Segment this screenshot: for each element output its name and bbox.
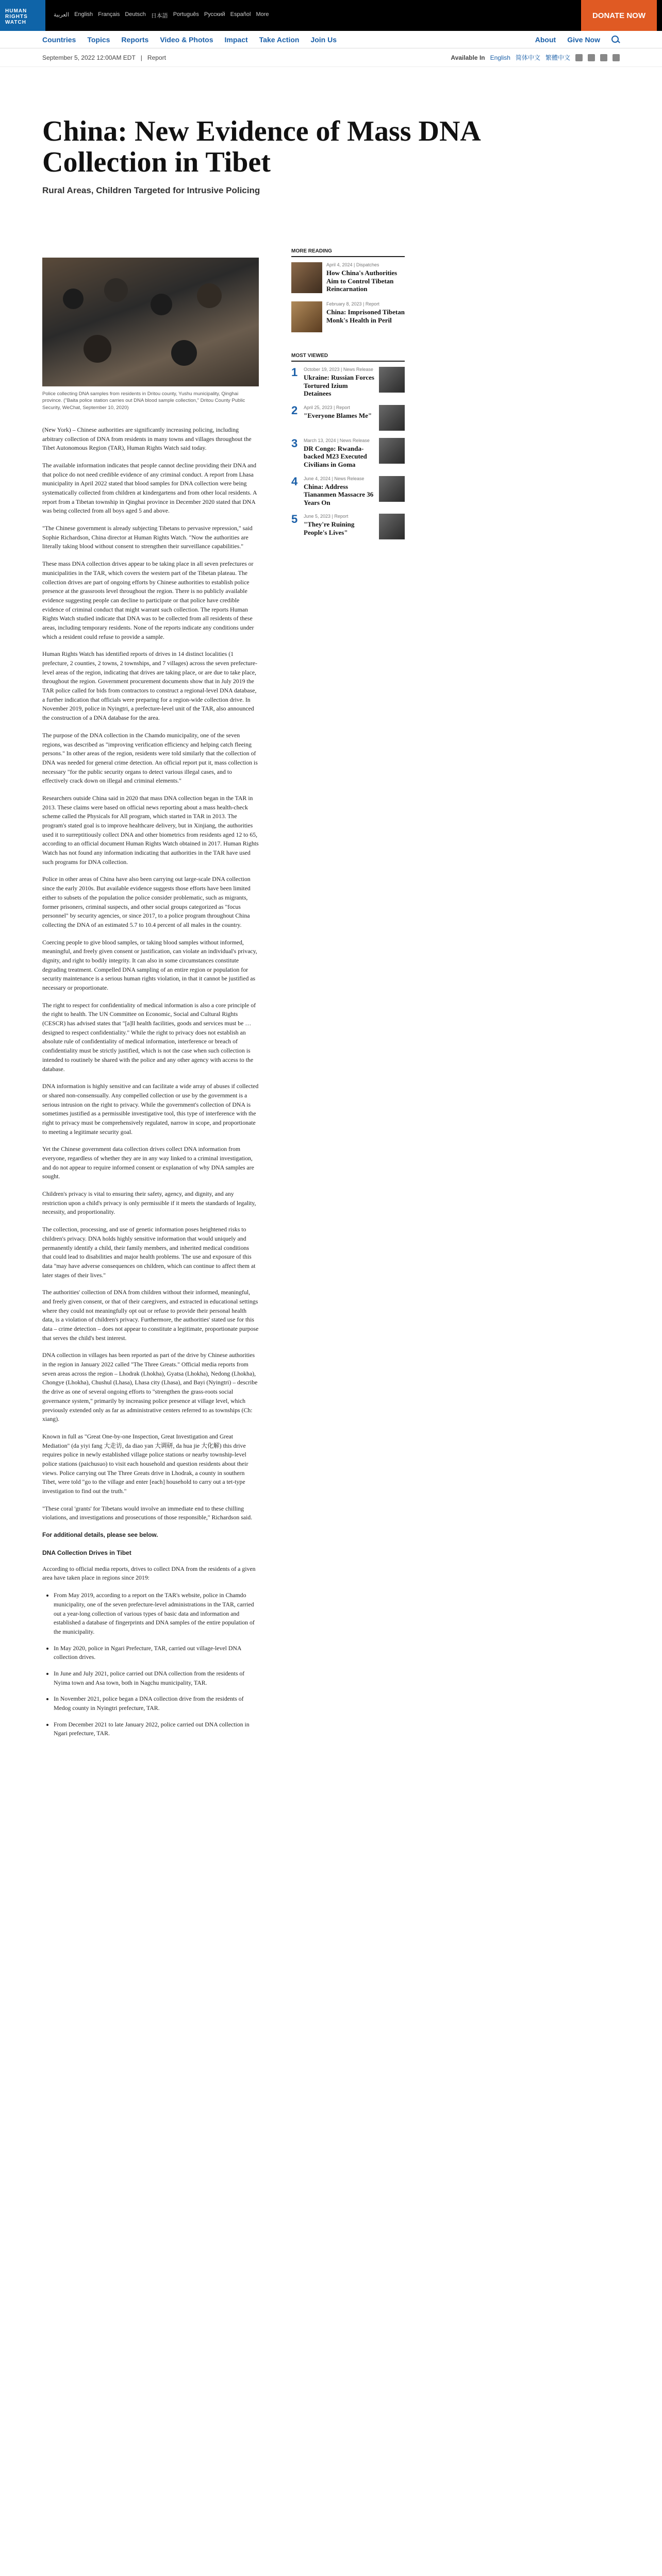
list-item: • From May 2019, according to a report on the TAR's website, police in Chamdo municipality, one of the seven prefecture-level administrations in the TAR, carried out a year-long collection of various types of basic data and information and established a database of fingerprints and DNA samples of the entire population of the municipality. [54,1591,259,1636]
share-twitter-icon[interactable] [588,54,595,61]
lang-link[interactable]: English [74,11,93,18]
paragraph: Known in full as "Great One-by-one Inspection, Great Investigation and Great Mediation" (da yiyi fang 大走访, da diao yan 大调研, da hua jie 大化解) this drive requires police in newly established village police stations or nearby township-level police stations (paichusuo) to visit each household and question residents about their views. Police carrying out The Three Greats drive in Lhodrak, a county in southern Tibet, were told "go to the village and enter [each] household to carry out a tet-type investigation to find out the truth." [42,1432,249,1495]
paragraph: These mass DNA collection drives appear to be taking place in all seven prefectures or municipalities in the TAR, which covers the western part of the Tibetan plateau. The collection drives are part of ongoing efforts by Chinese authorities to establish police presence at the grassroots level throughout the region. There is no publicly available evidence suggesting people can decline to participate or that police have credible evidence of criminal conduct that might warrant such collection. The reports Human Rights Watch studied indicate that DNA was to be collected from all residents of these areas, including temporary residents. None of the reports indicate any conditions under which a resident could refuse to provide a sample. [42,560,254,640]
list-item: • In May 2020, police in Ngari Prefecture, TAR, carried out village-level DNA collection drives. [54,1644,259,1662]
share-facebook-icon[interactable] [600,54,607,61]
lang-option-traditional-chinese[interactable]: 繁體中文 [545,54,570,61]
main-nav [0,31,662,48]
photo-caption: Police collecting DNA samples from residents in Dritou county, Yushu municipality, Qinghai province. ("Baita police station carries out DNA blood sample collection," Dritou County Public Security, WeChat, September 10, 2020) [42,391,245,411]
most-viewed-item[interactable]: 3 March 13, 2024 | News Release DR Congo: Rwanda-backed M23 Executed Civilians in Goma [291,438,405,469]
thumbnail [379,514,405,539]
most-viewed-item[interactable]: 4 June 4, 2024 | News Release China: Address Tiananmen Massacre 36 Years On [291,476,405,507]
share-more-icon[interactable] [613,54,620,61]
publish-date: September 5, 2022 12:00AM EDT [42,54,136,61]
lang-link[interactable]: Русский [204,11,225,18]
nav-join-us[interactable]: Join Us [310,35,337,44]
paragraph: The right to respect for confidentiality of medical information is also a core principle of the right to health. The UN Committee on Economic, Social and Cultural Rights (CESCR) has advised states that "[a]ll health facilities, goods and services must be … designed to respect confidentiality." While the right to privacy does not establish an absolute rule of confidentiality of medical information, interference or breach of confidentiality must be strictly justified, which is not the case when such collection is intended to routinely be shared with the police and any other agency with access to the database. [42,1001,256,1073]
paragraph: The purpose of the DNA collection in the Chamdo municipality, one of the seven regions, was described as "improving verification efficiency and helping catch fleeing persons." In other areas of the region, residents were told similarly that the collection of DNA was needed for general crime detection. An official report put it, mass collection is necessary "for the public security organs to detect various illegal cases, and to effectively crack down on illegal and criminal elements." [42,731,258,785]
content-type: Report [147,54,166,61]
share-email-icon[interactable] [575,54,583,61]
paragraph: The available information indicates that people cannot decline providing their DNA and that police do not need credible evidence of any criminal conduct. A report from Lhasa municipality in April 2022 stated that blood samples for DNA collection were being systematically collected from children at kindergartens and from other local residents. A report from a Tibetan township in Qinghai province in December 2020 stated that DNA was being collected from all boys aged 5 and above. [42,461,257,515]
most-viewed-item[interactable]: 5 June 5, 2023 | Report "They're Ruining People's Lives" [291,514,405,539]
section-heading: DNA Collection Drives in Tibet [42,1549,131,1556]
most-viewed-item[interactable]: 2 April 25, 2023 | Report "Everyone Blames Me" [291,405,405,431]
lang-option-english[interactable]: English [490,54,510,61]
drives-list [54,1591,259,1738]
paragraph: "The Chinese government is already subjecting Tibetans to pervasive repression," said Sophie Richardson, China director at Human Rights Watch. "Now the authorities are literally taking blood without consent to strengthen their surveillance capabilities." [42,524,253,550]
article-body [42,426,259,1738]
nav-video-photos[interactable]: Video & Photos [160,35,213,44]
article-column [42,258,259,1745]
lang-link[interactable]: Français [98,11,120,18]
search-icon[interactable] [611,36,620,44]
most-viewed-item[interactable]: 1 October 19, 2023 | News Release Ukraine: Russian Forces Tortured Izium Detainees [291,367,405,398]
lang-link[interactable]: Español [230,11,251,18]
nav-impact[interactable]: Impact [224,35,248,44]
lang-link[interactable]: العربية [54,12,70,18]
list-item: • From December 2021 to late January 2022, police carried out DNA collection in Ngari prefecture, TAR. [54,1720,259,1738]
donate-button[interactable]: DONATE NOW [581,0,657,31]
most-viewed-heading: MOST VIEWED [291,353,405,362]
paragraph: Coercing people to give blood samples, or taking blood samples without informed, meaningful, and freely given consent or justification, can violate an individual's privacy, dignity, and right to bodily integrity. It can also in some circumstances constitute degrading treatment. Compelled DNA sampling of an entire region or population for security maintenance is a serious human rights violation, in that it cannot be justified as necessary or proportionate. [42,938,257,992]
list-item: • In November 2021, police began a DNA collection drive from the residents of Medog county in Nyingtri prefecture, TAR. [54,1694,259,1713]
thumbnail [379,476,405,502]
language-links [54,11,581,20]
nav-take-action[interactable]: Take Action [259,35,300,44]
additional-details: For additional details, please see below. [42,1531,158,1539]
paragraph: (New York) – Chinese authorities are significantly increasing policing, including arbitrary collection of DNA from residents in many towns and villages throughout the Tibet Autonomous Region (TAR), Human Rights Watch said today. [42,426,252,452]
lang-link[interactable]: Deutsch [125,11,146,18]
paragraph: DNA collection in villages has been reported as part of the drive by Chinese authorities in the region in January 2022 called "The Three Greats." Official media reports from seven areas across the region – Lhodrak (Lhokha), Gyatsa (Lhokha), Nedong (Lhokha), Chongye (Lhokha), Chushul (Lhasa), Lhasa city (Lhasa), and Bayi (Nyingtri) – describe the drive as one of several ongoing efforts to "strengthen the grass-roots social governance system," primarily by increasing police presence at village level, which previously extended only as far as administrative centers referred to as townships (Ch: xiang). [42,1351,258,1423]
thumbnail [379,367,405,393]
lang-link[interactable]: More [256,11,269,18]
thumbnail [379,438,405,464]
article-photo [42,258,259,386]
paragraph: Researchers outside China said in 2020 that mass DNA collection began in the TAR in 2013. These claims were based on official news reporting about a mass health-check scheme called the Physicals for All program, which started in TAR in 2013. The program's stated goal is to improve healthcare delivery, but in Xinjiang, the authorities used it to surreptitiously collect DNA and other biometrics from residents aged 12 to 65, according to an official document Human Rights Watch obtained in 2017. Human Rights Watch has not found any information indicating that authorities in the TAR have used such programs for DNA collection. [42,794,259,866]
paragraph: According to official media reports, drives to collect DNA from the residents of a given area have taken place in regions since 2019: [42,1565,256,1582]
nav-topics[interactable]: Topics [87,35,110,44]
top-bar [0,0,662,31]
available-in-label: Available In [451,54,485,61]
list-item: • In June and July 2021, police carried out DNA collection from the residents of Nyima town and Asa town, both in Nagchu municipality, TAR. [54,1669,259,1687]
page-subtitle: Rural Areas, Children Targeted for Intrusive Policing [42,185,260,195]
paragraph: The authorities' collection of DNA from children without their informed, meaningful, and freely given consent, or that of their caregivers, and extracted in educational settings where they could not meaningfully opt out or refuse to provide their personal health data, is a violation of children's privacy. Furthermore, the authorities' stated use for this data – crime detection – does not appear to constitute a legitimate, proportionate purpose that serves the child's best interest. [42,1289,259,1342]
more-reading-item[interactable]: April 4, 2024 | Dispatches How China's Authorities Aim to Control Tibetan Reincarnation [291,262,405,293]
thumbnail [291,262,322,293]
nav-about[interactable]: About [535,35,556,44]
paragraph: Human Rights Watch has identified reports of drives in 14 distinct localities (1 prefecture, 2 counties, 2 towns, 2 townships, and 7 villages) across the seven prefecture-level areas of the region, indicating that drives are taking place, or are due to take place, throughout the region. Government procurement documents show that in July 2019 the TAR police called for bids from contractors to construct a regional-level DNA database, a further indication that officials were preparing for a region-wide collection drive. In November 2019, police in Nyingtri, a prefecture-level unit of the TAR, also announced the construction of a DNA database for the area. [42,650,258,722]
paragraph: Police in other areas of China have also been carrying out large-scale DNA collection since the early 2010s. But available evidence suggests those efforts have been limited either to subsets of the population the police consider problematic, such as migrants, former prisoners, criminal suspects, and other social groups categorized as "focus personnel" by security agencies, or since 2017, to a police program throughout China collecting the DNA of an estimated 5.7 to 10.4 percent of all males in the country. [42,875,251,928]
meta-bar: September 5, 2022 12:00AM EDT | Report Available In English 简体中文 繁體中文 [0,48,662,67]
nav-reports[interactable]: Reports [121,35,149,44]
page-title: China: New Evidence of Mass DNA Collection in Tibet [42,115,479,179]
sidebar [291,248,405,547]
paragraph: DNA information is highly sensitive and can facilitate a wide array of abuses if collected or shared non-consensually. Any compelled collection or use by the government is a serious intrusion on the right to privacy. While the government's collection of DNA is sometimes justified as a permissible investigative tool, this type of interference with the right to privacy must be comprehensively regulated, narrow in scope, and proportionate to meeting a legitimate security goal. [42,1082,259,1136]
lang-link[interactable]: 日本語 [151,13,168,19]
nav-countries[interactable]: Countries [42,35,76,44]
paragraph: Yet the Chinese government data collection drives collect DNA information from everyone, regardless of whether they are in any way linked to a criminal investigation, and do not appear to require informed consent or explanation of why DNA samples are sought. [42,1145,254,1180]
paragraph: The collection, processing, and use of genetic information poses heightened risks to children's privacy. DNA holds highly sensitive information that would uniquely and permanently identify a child, their family members, and inherited medical conditions that could lead to disabilities and major health problems. The use and exposure of this data "may have adverse consequences on children, which can continue to affect them at later stages of their lives." [42,1226,256,1279]
article-header [42,116,558,196]
paragraph: "These coral 'grants' for Tibetans would involve an immediate end to these chilling violations, and investigations and prosecutions of those responsible," Richardson said. [42,1504,253,1521]
lang-link[interactable]: Português [173,11,199,18]
nav-give-now[interactable]: Give Now [567,35,600,44]
more-reading-heading: MORE READING [291,248,405,257]
more-reading-item[interactable]: February 8, 2023 | Report China: Imprisoned Tibetan Monk's Health in Peril [291,301,405,332]
hrw-logo[interactable]: HUMAN RIGHTS WATCH [0,0,45,31]
paragraph: Children's privacy is vital to ensuring their safety, agency, and dignity, and any restriction upon a child's privacy is only permissible if it meets the standards of legality, necessity, and proportionality. [42,1190,256,1216]
thumbnail [379,405,405,431]
lang-option-simplified-chinese[interactable]: 简体中文 [515,54,540,61]
thumbnail [291,301,322,332]
